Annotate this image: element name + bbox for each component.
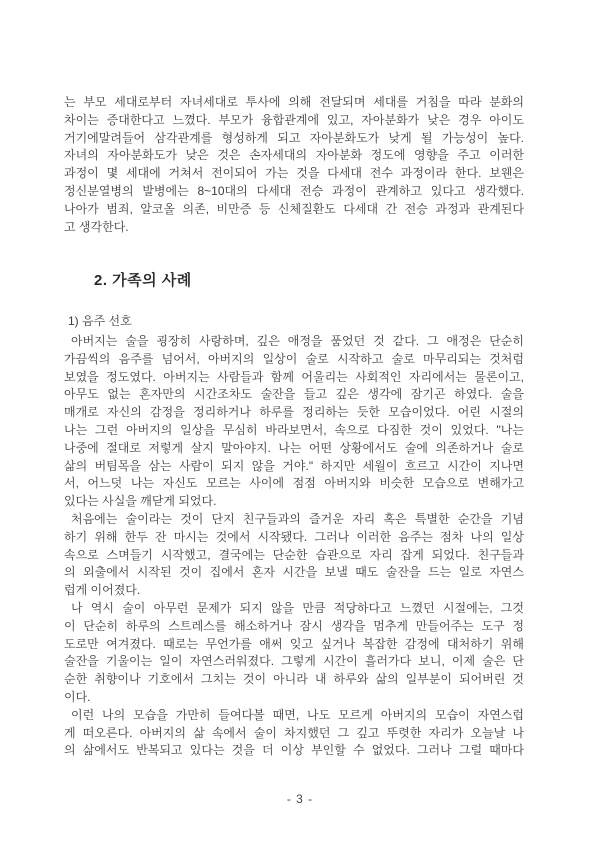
- case-paragraphs: [64, 333, 524, 760]
- paragraph: [64, 511, 524, 600]
- paragraph: [64, 707, 524, 760]
- text-line: 정신분열병의 발병에는 8~10대의 다세대 전승 과정이 관계하고 있다고 생각했다.: [64, 183, 524, 198]
- subsection-heading: 1) 음주 선호: [68, 314, 132, 328]
- text-line: 도로만 여겨졌다. 때로는 무언가를 애써 잊고 싶거나 복잡한 감정에 대처하기 위해: [64, 636, 524, 651]
- text-line: 순한 취향이나 기호에서 그치는 것이 아니라 내 하루와 삶의 일부분이 되어버린 것: [64, 672, 524, 687]
- text-line: 있다는 사실을 깨닫게 되었다.: [64, 494, 217, 509]
- text-line: 차이는 증대한다고 느꼈다. 부모가 융합관계에 있고, 자아분화가 낮은 경우 아이도: [64, 112, 524, 127]
- text-line: 가끔씩의 음주를 넘어서, 아버지의 일상이 술로 시작하고 술로 마무리되는 것처럼: [64, 351, 524, 366]
- text-line: 나 역시 술이 아무런 문제가 되지 않을 만큼 적당하다고 느꼈던 시절에는, 그것: [71, 600, 524, 615]
- text-line: 처음에는 술이라는 것이 단지 친구들과의 즐거운 자리 혹은 특별한 순간을 기념: [71, 511, 524, 526]
- text-line: 이 단순히 하루의 스트레스를 해소하거나 잠시 생각을 멈추게 만들어주는 도구 정: [64, 618, 524, 633]
- text-line: 아버지는 술을 굉장히 사랑하며, 깊은 애정을 품었던 것 같다. 그 애정은 단순히: [71, 334, 524, 348]
- text-line: 속으로 스며들기 시작했고, 결국에는 단순한 습관으로 자리 잡게 되었다. 친구들과: [64, 547, 524, 562]
- text-line: 삶의 버팀목을 삼는 사람이 되지 않을 거야." 하지만 세월이 흐르고 시간이 지나면: [64, 458, 524, 473]
- paragraph: [64, 333, 524, 511]
- text-line: 고 생각한다.: [64, 219, 129, 234]
- text-line: 의 삶에서도 반복되고 있다는 것을 더 이상 부인할 수 없었다. 그러나 그럴 때마다: [64, 743, 524, 758]
- text-line: 자녀의 자아분화도가 낮은 것은 손자세대의 자아분화 정도에 영향을 주고 이러한: [64, 148, 524, 163]
- text-line: 럽게 이어졌다.: [64, 583, 141, 598]
- text-line: 이런 나의 모습을 가만히 들여다볼 때면, 나도 모르게 아버지의 모습이 자연스럽: [71, 707, 524, 722]
- text-line: 게 떠오른다. 아버지의 삶 속에서 술이 차지했던 그 깊고 뚜렷한 자리가 오늘날 나: [64, 725, 524, 740]
- text-line: 나는 그런 아버지의 일상을 무심히 바라보면서, 속으로 다짐한 것이 있었다. "나는: [64, 422, 524, 437]
- text-line: 보였을 정도였다. 아버지는 사람들과 함께 어울리는 사회적인 자리에서는 물론이고,: [64, 369, 524, 384]
- text-line: 술잔을 기울이는 일이 자연스러워졌다. 그렇게 시간이 흘러가다 보니, 이제 술은 단: [64, 654, 524, 669]
- intro-paragraph: [64, 94, 524, 236]
- section-heading: 2. 가족의 사례: [94, 272, 192, 289]
- text-line: 나아가 범죄, 알코올 의존, 비만증 등 신체질환도 다세대 간 전승 과정과 관계된다: [64, 201, 524, 216]
- text-line: 거기에말려들어 삼각관계를 형성하게 되고 자아분화도가 낮게 될 가능성이 높다.: [64, 130, 524, 145]
- text-line: 하기 위해 한두 잔 마시는 것에서 시작됐다. 그러나 이러한 음주는 점차 나의 일상: [64, 529, 524, 544]
- text-line: 과정이 몇 세대에 거쳐서 전이되어 가는 것을 다세대 전수 과정이라 한다. 보웬은: [64, 166, 524, 181]
- text-line: 서, 어느덧 나는 자신도 모르는 사이에 점점 아버지와 비슷한 모습으로 변해가고: [64, 476, 524, 491]
- text-line: 아무도 없는 혼자만의 시간조차도 술잔을 들고 깊은 생각에 잠기곤 하였다. 술을: [64, 387, 524, 402]
- text-line: 나중에 절대로 저렇게 살지 말아야지. 나는 어떤 상황에서도 술에 의존하거나 술로: [64, 440, 524, 455]
- text-line: 는 부모 세대로부터 자녀세대로 투사에 의해 전달되며 세대를 거침을 따라 분화의: [64, 95, 524, 109]
- text-line: 이다.: [64, 689, 91, 704]
- page-number: - 3 -: [286, 792, 314, 806]
- text-line: 의 외출에서 시작된 것이 집에서 혼자 시간을 보낼 때도 술잔을 드는 일로 자연스: [64, 565, 524, 580]
- text-line: 매개로 자신의 감정을 정리하거나 하루를 정리하는 듯한 모습이었다. 어린 시절의: [64, 405, 524, 420]
- paragraph: [64, 600, 524, 707]
